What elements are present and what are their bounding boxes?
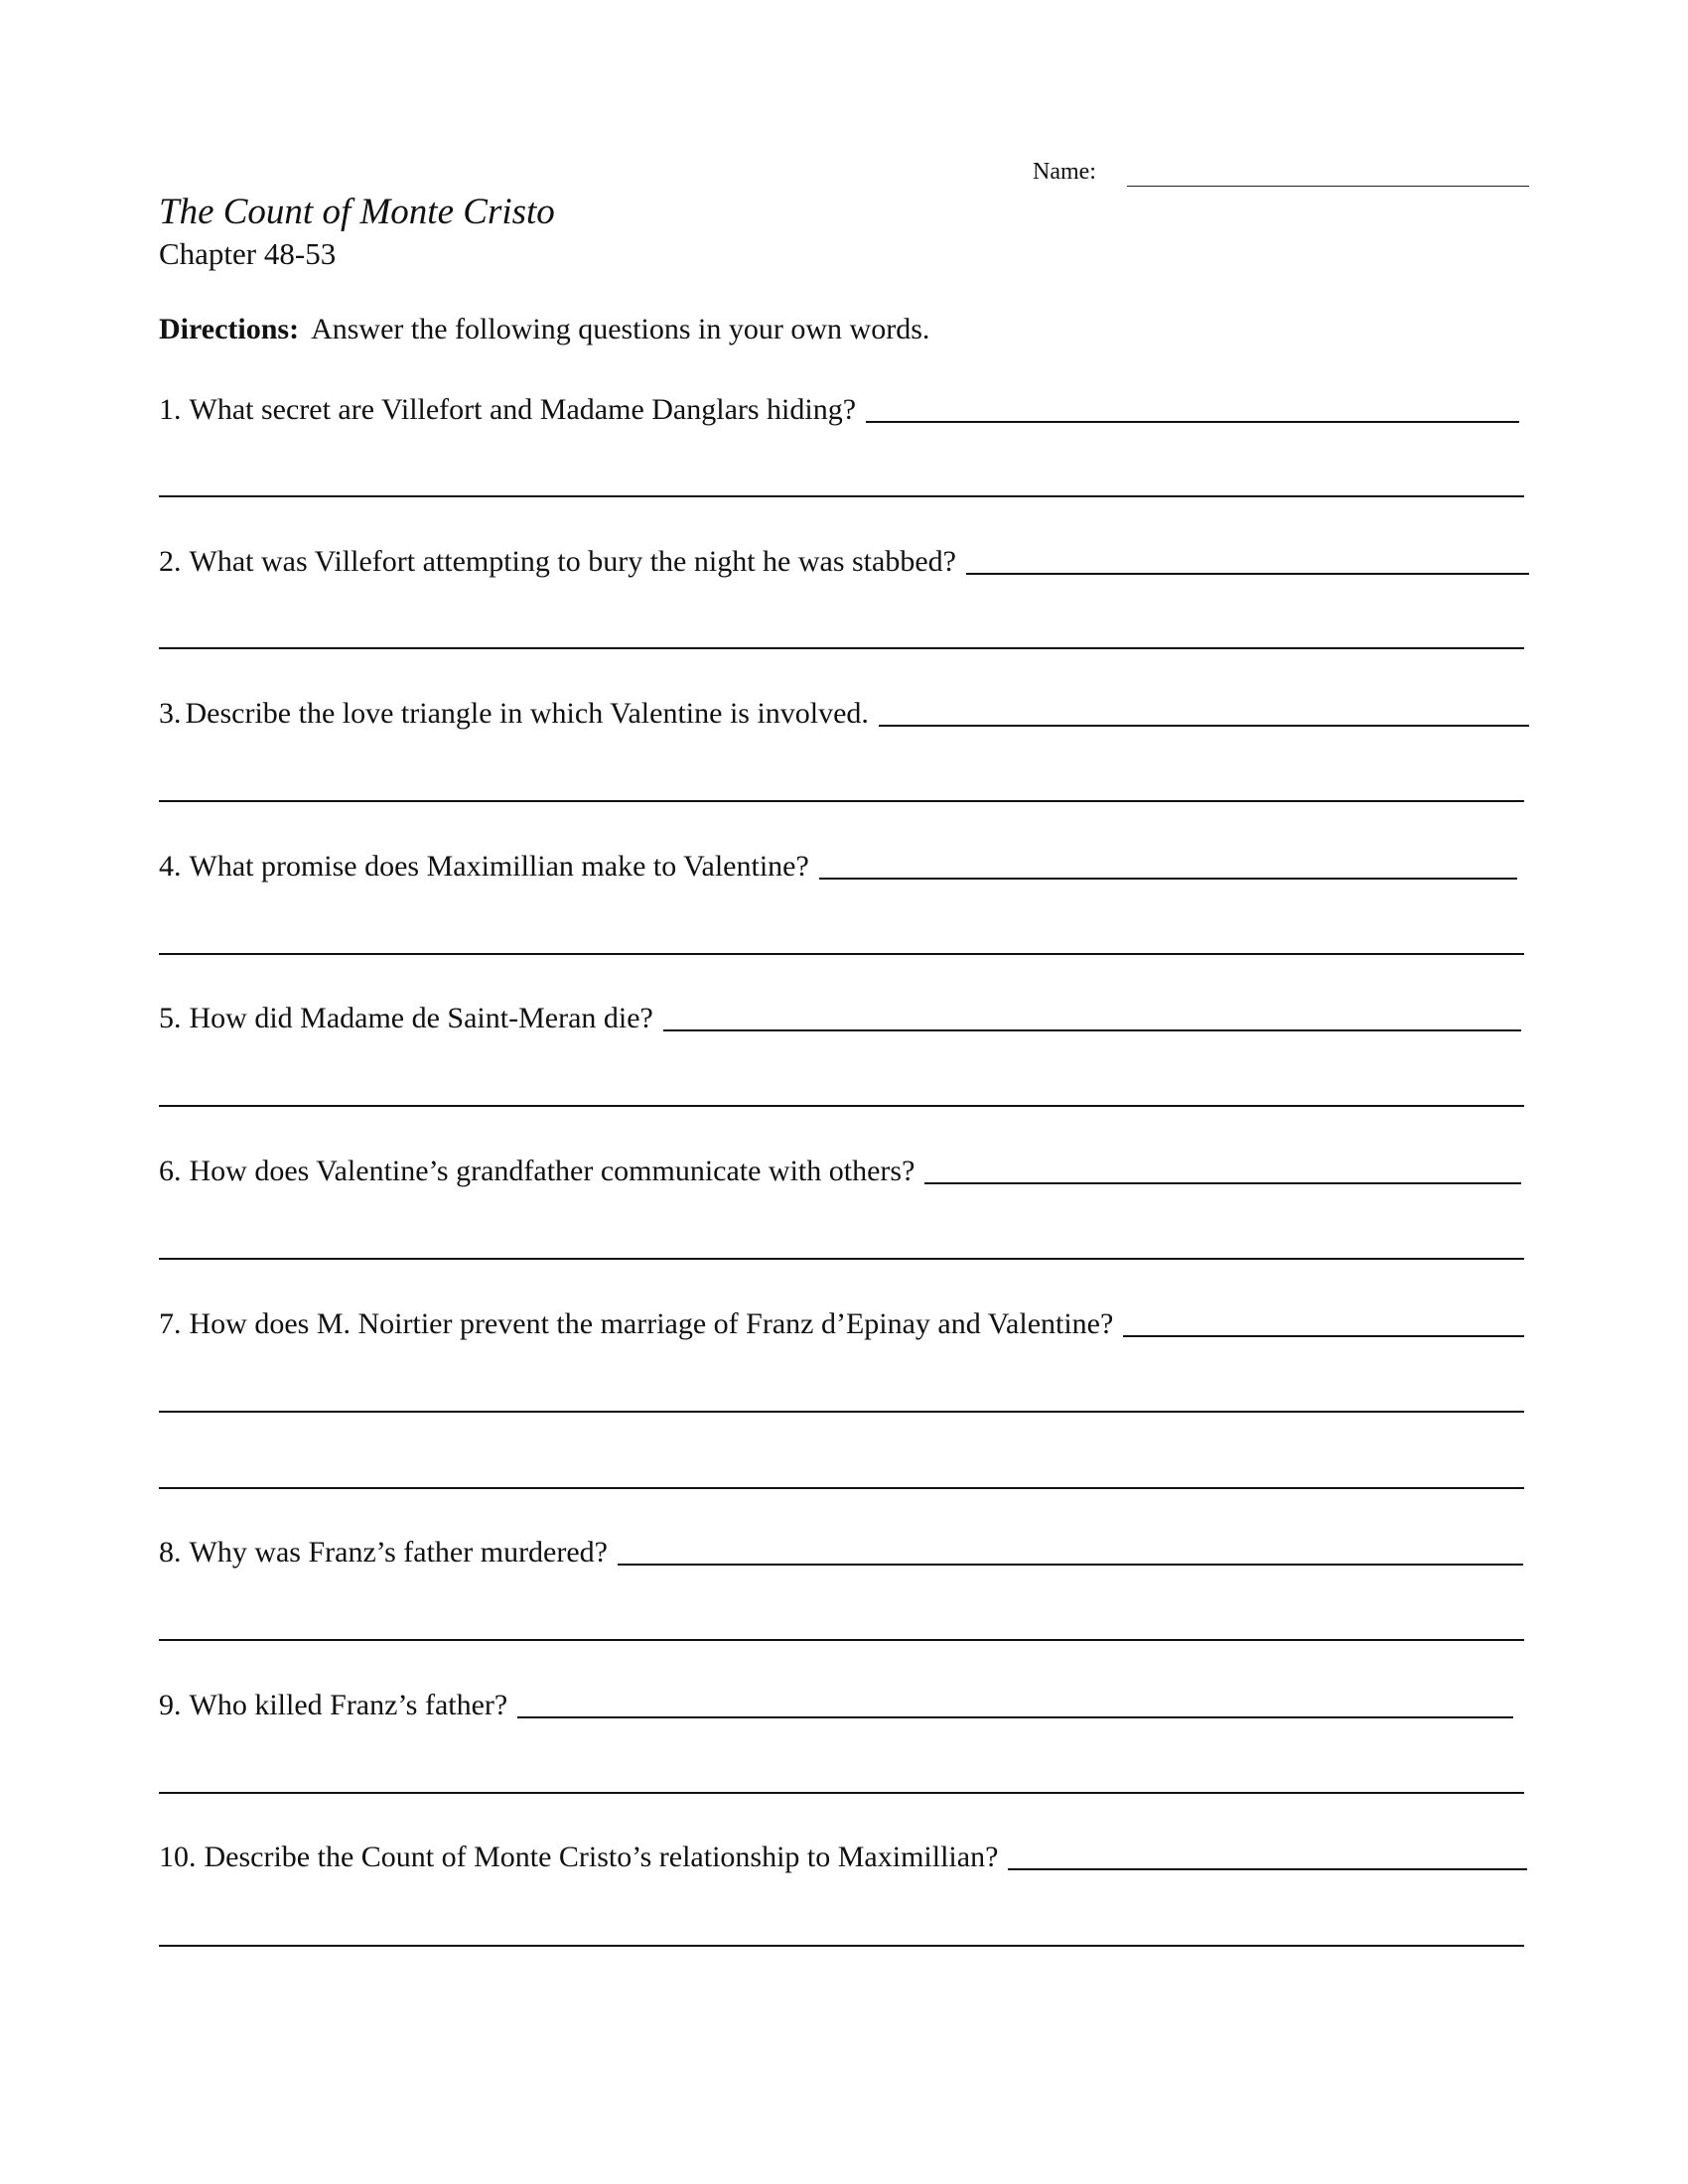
- question-number: 4.: [159, 850, 182, 883]
- answer-line[interactable]: [1008, 1868, 1527, 1870]
- question-text: What was Villefort attempting to bury the night he was stabbed?: [189, 545, 956, 578]
- question-text: Describe the Count of Monte Cristo’s relationship to Maximillian?: [204, 1841, 999, 1873]
- question-2: [159, 539, 1529, 579]
- answer-line[interactable]: [159, 495, 1524, 497]
- question-text: How did Madame de Saint-Meran die?: [189, 1002, 653, 1034]
- worksheet-title: The Count of Monte Cristo: [159, 192, 555, 232]
- answer-line[interactable]: [819, 878, 1517, 880]
- question-number: 1.: [159, 393, 182, 426]
- answer-line[interactable]: [159, 1487, 1524, 1489]
- answer-line[interactable]: [517, 1716, 1513, 1718]
- question-text: What secret are Villefort and Madame Danglars hiding?: [189, 393, 857, 426]
- answer-line[interactable]: [159, 1945, 1524, 1947]
- name-field[interactable]: [1033, 159, 1529, 195]
- answer-line[interactable]: [924, 1182, 1521, 1184]
- answer-line[interactable]: [866, 421, 1519, 423]
- question-number: 2.: [159, 545, 182, 578]
- answer-line[interactable]: [159, 1105, 1524, 1107]
- name-label: Name:: [1033, 159, 1096, 185]
- answer-line[interactable]: [159, 1411, 1524, 1413]
- question-8: [159, 1530, 1523, 1570]
- answer-line[interactable]: [159, 953, 1524, 955]
- directions-label: Directions:: [159, 313, 300, 345]
- question-text: How does Valentine’s grandfather communicate with others?: [189, 1155, 915, 1187]
- question-3: [159, 691, 1529, 731]
- question-number: 5.: [159, 1002, 182, 1034]
- question-number: 3.: [159, 697, 182, 730]
- answer-line[interactable]: [663, 1029, 1521, 1031]
- answer-line[interactable]: [966, 573, 1529, 575]
- question-text: Who killed Franz’s father?: [189, 1689, 508, 1721]
- question-number: 7.: [159, 1307, 182, 1340]
- chapter-label: Chapter 48-53: [159, 236, 337, 271]
- question-1: [159, 387, 1519, 427]
- question-text: Why was Franz’s father murdered?: [189, 1536, 608, 1569]
- answer-line[interactable]: [159, 1639, 1524, 1641]
- answer-line[interactable]: [1123, 1335, 1524, 1337]
- question-6: [159, 1149, 1521, 1188]
- question-number: 8.: [159, 1536, 182, 1569]
- answer-line[interactable]: [879, 725, 1529, 727]
- question-text: How does M. Noirtier prevent the marriage of Franz d’Epinay and Valentine?: [189, 1307, 1114, 1340]
- question-text: Describe the love triangle in which Valentine is involved.: [185, 697, 869, 730]
- question-4: [159, 844, 1517, 884]
- question-9: [159, 1683, 1513, 1722]
- answer-line[interactable]: [618, 1564, 1523, 1566]
- answer-line[interactable]: [159, 1258, 1524, 1260]
- question-5: [159, 996, 1521, 1035]
- question-number: 6.: [159, 1155, 182, 1187]
- question-text: What promise does Maximillian make to Valentine?: [189, 850, 809, 883]
- name-input-line[interactable]: [1127, 186, 1529, 187]
- question-number: 10.: [159, 1841, 197, 1873]
- directions-text: Answer the following questions in your own words.: [311, 313, 930, 345]
- answer-line[interactable]: [159, 647, 1524, 649]
- question-7: [159, 1301, 1524, 1341]
- question-number: 9.: [159, 1689, 182, 1721]
- answer-line[interactable]: [159, 800, 1524, 802]
- question-10: [159, 1835, 1527, 1874]
- directions: [159, 313, 929, 346]
- answer-line[interactable]: [159, 1792, 1524, 1794]
